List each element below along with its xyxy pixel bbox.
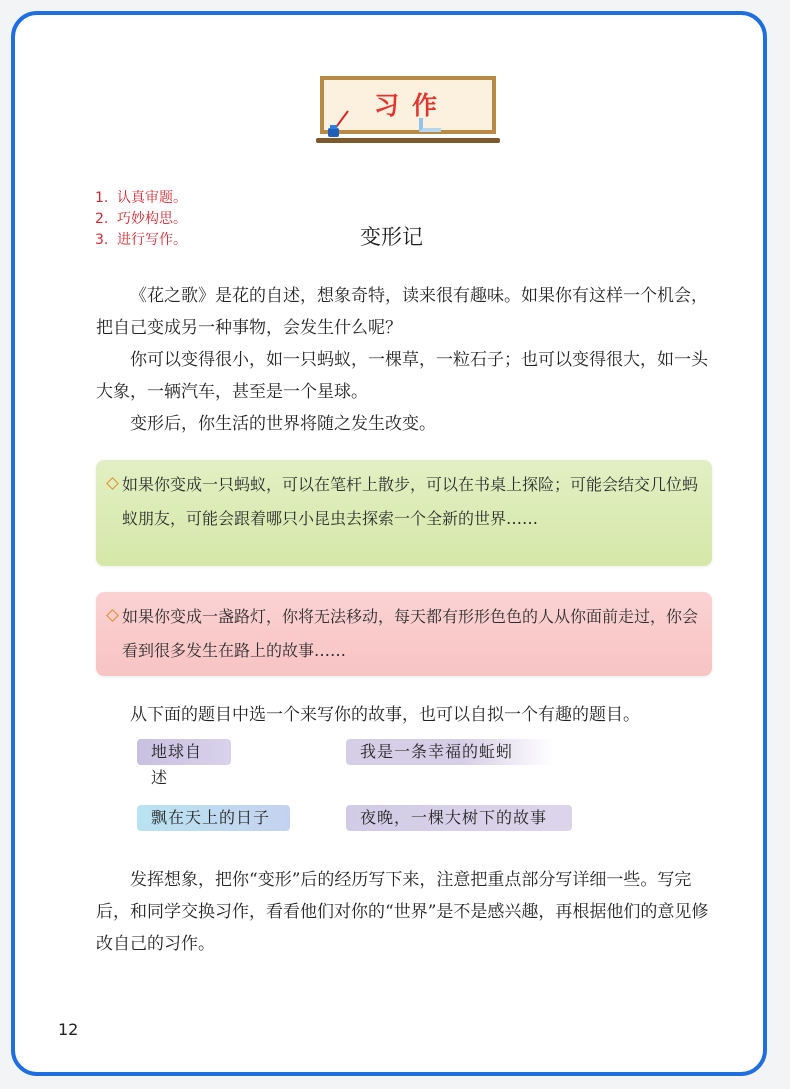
callout-text: 如果你变成一盏路灯，你将无法移动，每天都有形形色色的人从你面前走过，你会看到很多发生在路上的故事…… — [122, 607, 699, 660]
topic-option: 飘在天上的日子 — [137, 805, 290, 831]
section-title: 习作 — [373, 91, 450, 120]
intro-paragraph: 变形后，你生活的世界将随之发生改变。 — [130, 414, 436, 434]
intro-paragraph: 你可以变得很小，如一只蚂蚁，一棵草，一粒石子；也可以变得很大，如一头大象，一辆汽车，甚至是一个星球。 — [96, 350, 708, 402]
diamond-bullet-icon — [106, 609, 119, 622]
topic-option: 我是一条幸福的蚯蚓 — [346, 739, 554, 765]
essay-title: 变形记 — [360, 225, 423, 249]
topic-prompt: 从下面的题目中选一个来写你的故事，也可以自拟一个有趣的题目。 — [130, 705, 640, 725]
example-callout-ant — [96, 460, 712, 566]
goal-item: 3. 进行写作。 — [95, 232, 187, 248]
ink-pen-icon — [326, 108, 350, 138]
goal-item: 1. 认真审题。 — [95, 190, 187, 206]
topic-option: 地球自述 — [137, 739, 231, 765]
goal-item: 2. 巧妙构思。 — [95, 211, 187, 227]
diamond-bullet-icon — [106, 477, 119, 490]
example-callout-streetlight — [96, 592, 712, 676]
intro-paragraph: 《花之歌》是花的自述，想象奇特，读来很有趣味。如果你有这样一个机会，把自己变成另一种事物，会发生什么呢？ — [96, 286, 708, 338]
title-board-ledge — [316, 138, 500, 143]
topic-option: 夜晚，一棵大树下的故事 — [346, 805, 572, 831]
closing-paragraph: 发挥想象，把你“变形”后的经历写下来，注意把重点部分写详细一些。写完后，和同学交换习作，看看他们对你的“世界”是不是感兴趣，再根据他们的意见修改自己的习作。 — [96, 870, 709, 954]
writing-goals-list — [95, 188, 187, 251]
chalk-icon — [419, 118, 441, 132]
page-number: 12 — [58, 1020, 79, 1039]
callout-text: 如果你变成一只蚂蚁，可以在笔杆上散步，可以在书桌上探险；可能会结交几位蚂蚁朋友，可能会跟着哪只小昆虫去探索一个全新的世界…… — [122, 475, 699, 528]
